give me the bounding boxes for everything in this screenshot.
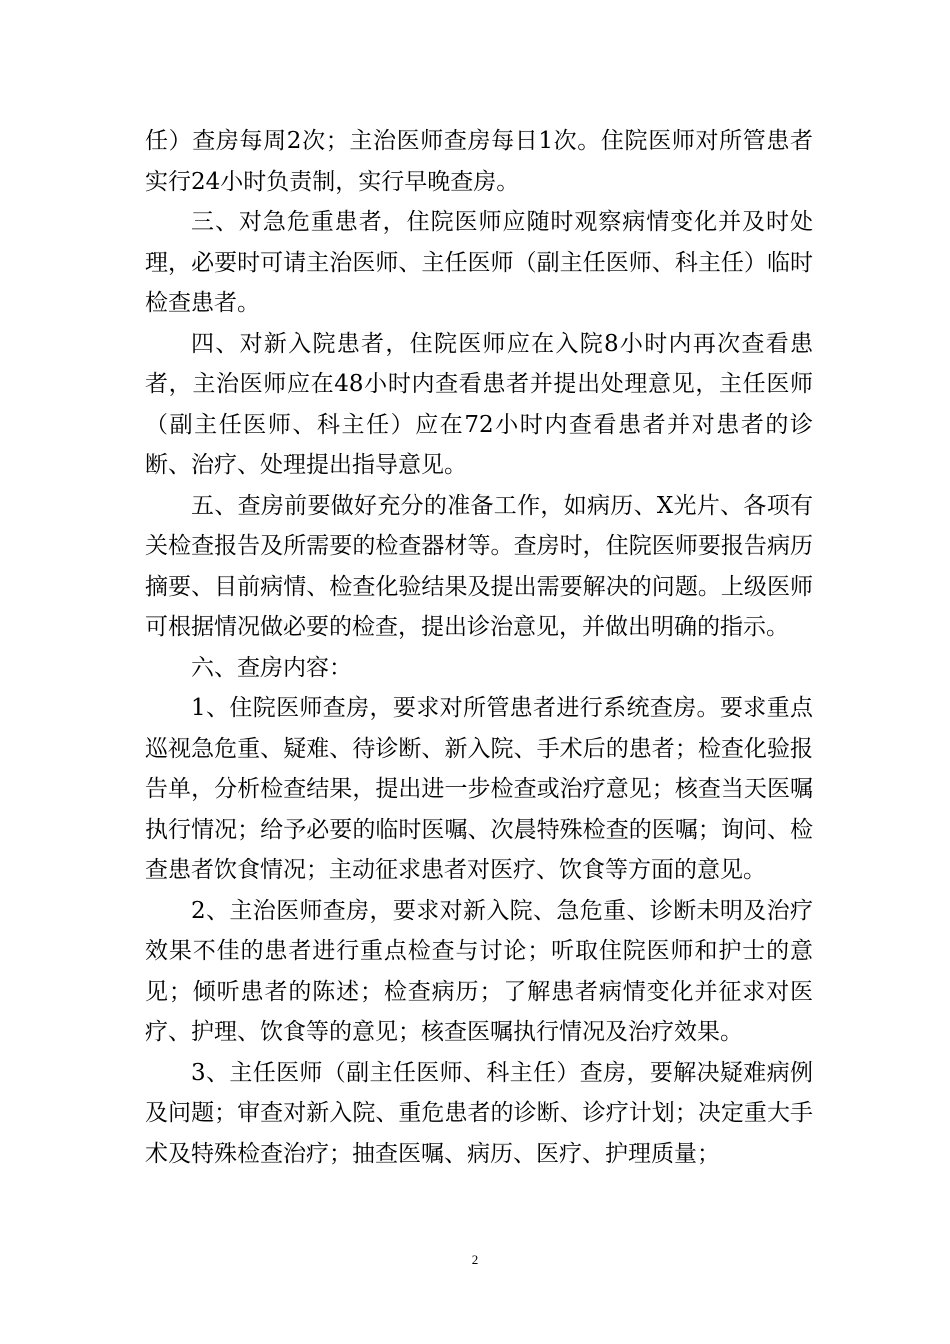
paragraph-critical-patients: 三、对急危重患者，住院医师应随时观察病情变化并及时处理，必要时可请主治医师、主任医师（副主任医师、科主任）临时检查患者。	[145, 209, 813, 316]
paragraph-preparation: 五、查房前要做好充分的准备工作，如病历、X光片、各项有关检查报告及所需要的检查器材等。查房时，住院医师要报告病历摘要、目前病情、检查化验结果及提出需要解决的问题。上级医师可根据情况做必要的检查，提出诊治意见，并做出明确的指示。	[145, 492, 813, 640]
paragraph-rounds-content-heading: 六、查房内容：	[191, 654, 352, 681]
paragraph-resident-rounds: 1、住院医师查房，要求对所管患者进行系统查房。要求重点巡视急危重、疑难、待诊断、新入院、手术后的患者；检查化验报告单，分析检查结果，提出进一步检查或治疗意见；核查当天医嘱执行情况；给予必要的临时医嘱、次晨特殊检查的医嘱；询问、检查患者饮食情况；主动征求患者对医疗、饮食等方面的意见。	[145, 695, 813, 883]
document-body	[145, 121, 813, 1174]
paragraph-continuation: 任）查房每周2次；主治医师查房每日1次。住院医师对所管患者实行24小时负责制，实行早晚查房。	[145, 128, 813, 195]
page-number: 2	[471, 1252, 479, 1267]
paragraph-attending-rounds: 2、主治医师查房，要求对新入院、急危重、诊断未明及治疗效果不佳的患者进行重点检查与讨论；听取住院医师和护士的意见；倾听患者的陈述；检查病历；了解患者病情变化并征求对医疗、护理、饮食等的意见；核查医嘱执行情况及治疗效果。	[145, 897, 813, 1045]
paragraph-chief-rounds: 3、主任医师（副主任医师、科主任）查房，要解决疑难病例及问题；审查对新入院、重危患者的诊断、诊疗计划；决定重大手术及特殊检查治疗；抽查医嘱、病历、医疗、护理质量；	[145, 1059, 813, 1167]
paragraph-new-patients: 四、对新入院患者，住院医师应在入院8小时内再次查看患者，主治医师应在48小时内查看患者并提出处理意见，主任医师（副主任医师、科主任）应在72小时内查看患者并对患者的诊断、治疗、处理提出指导意见。	[145, 330, 813, 478]
